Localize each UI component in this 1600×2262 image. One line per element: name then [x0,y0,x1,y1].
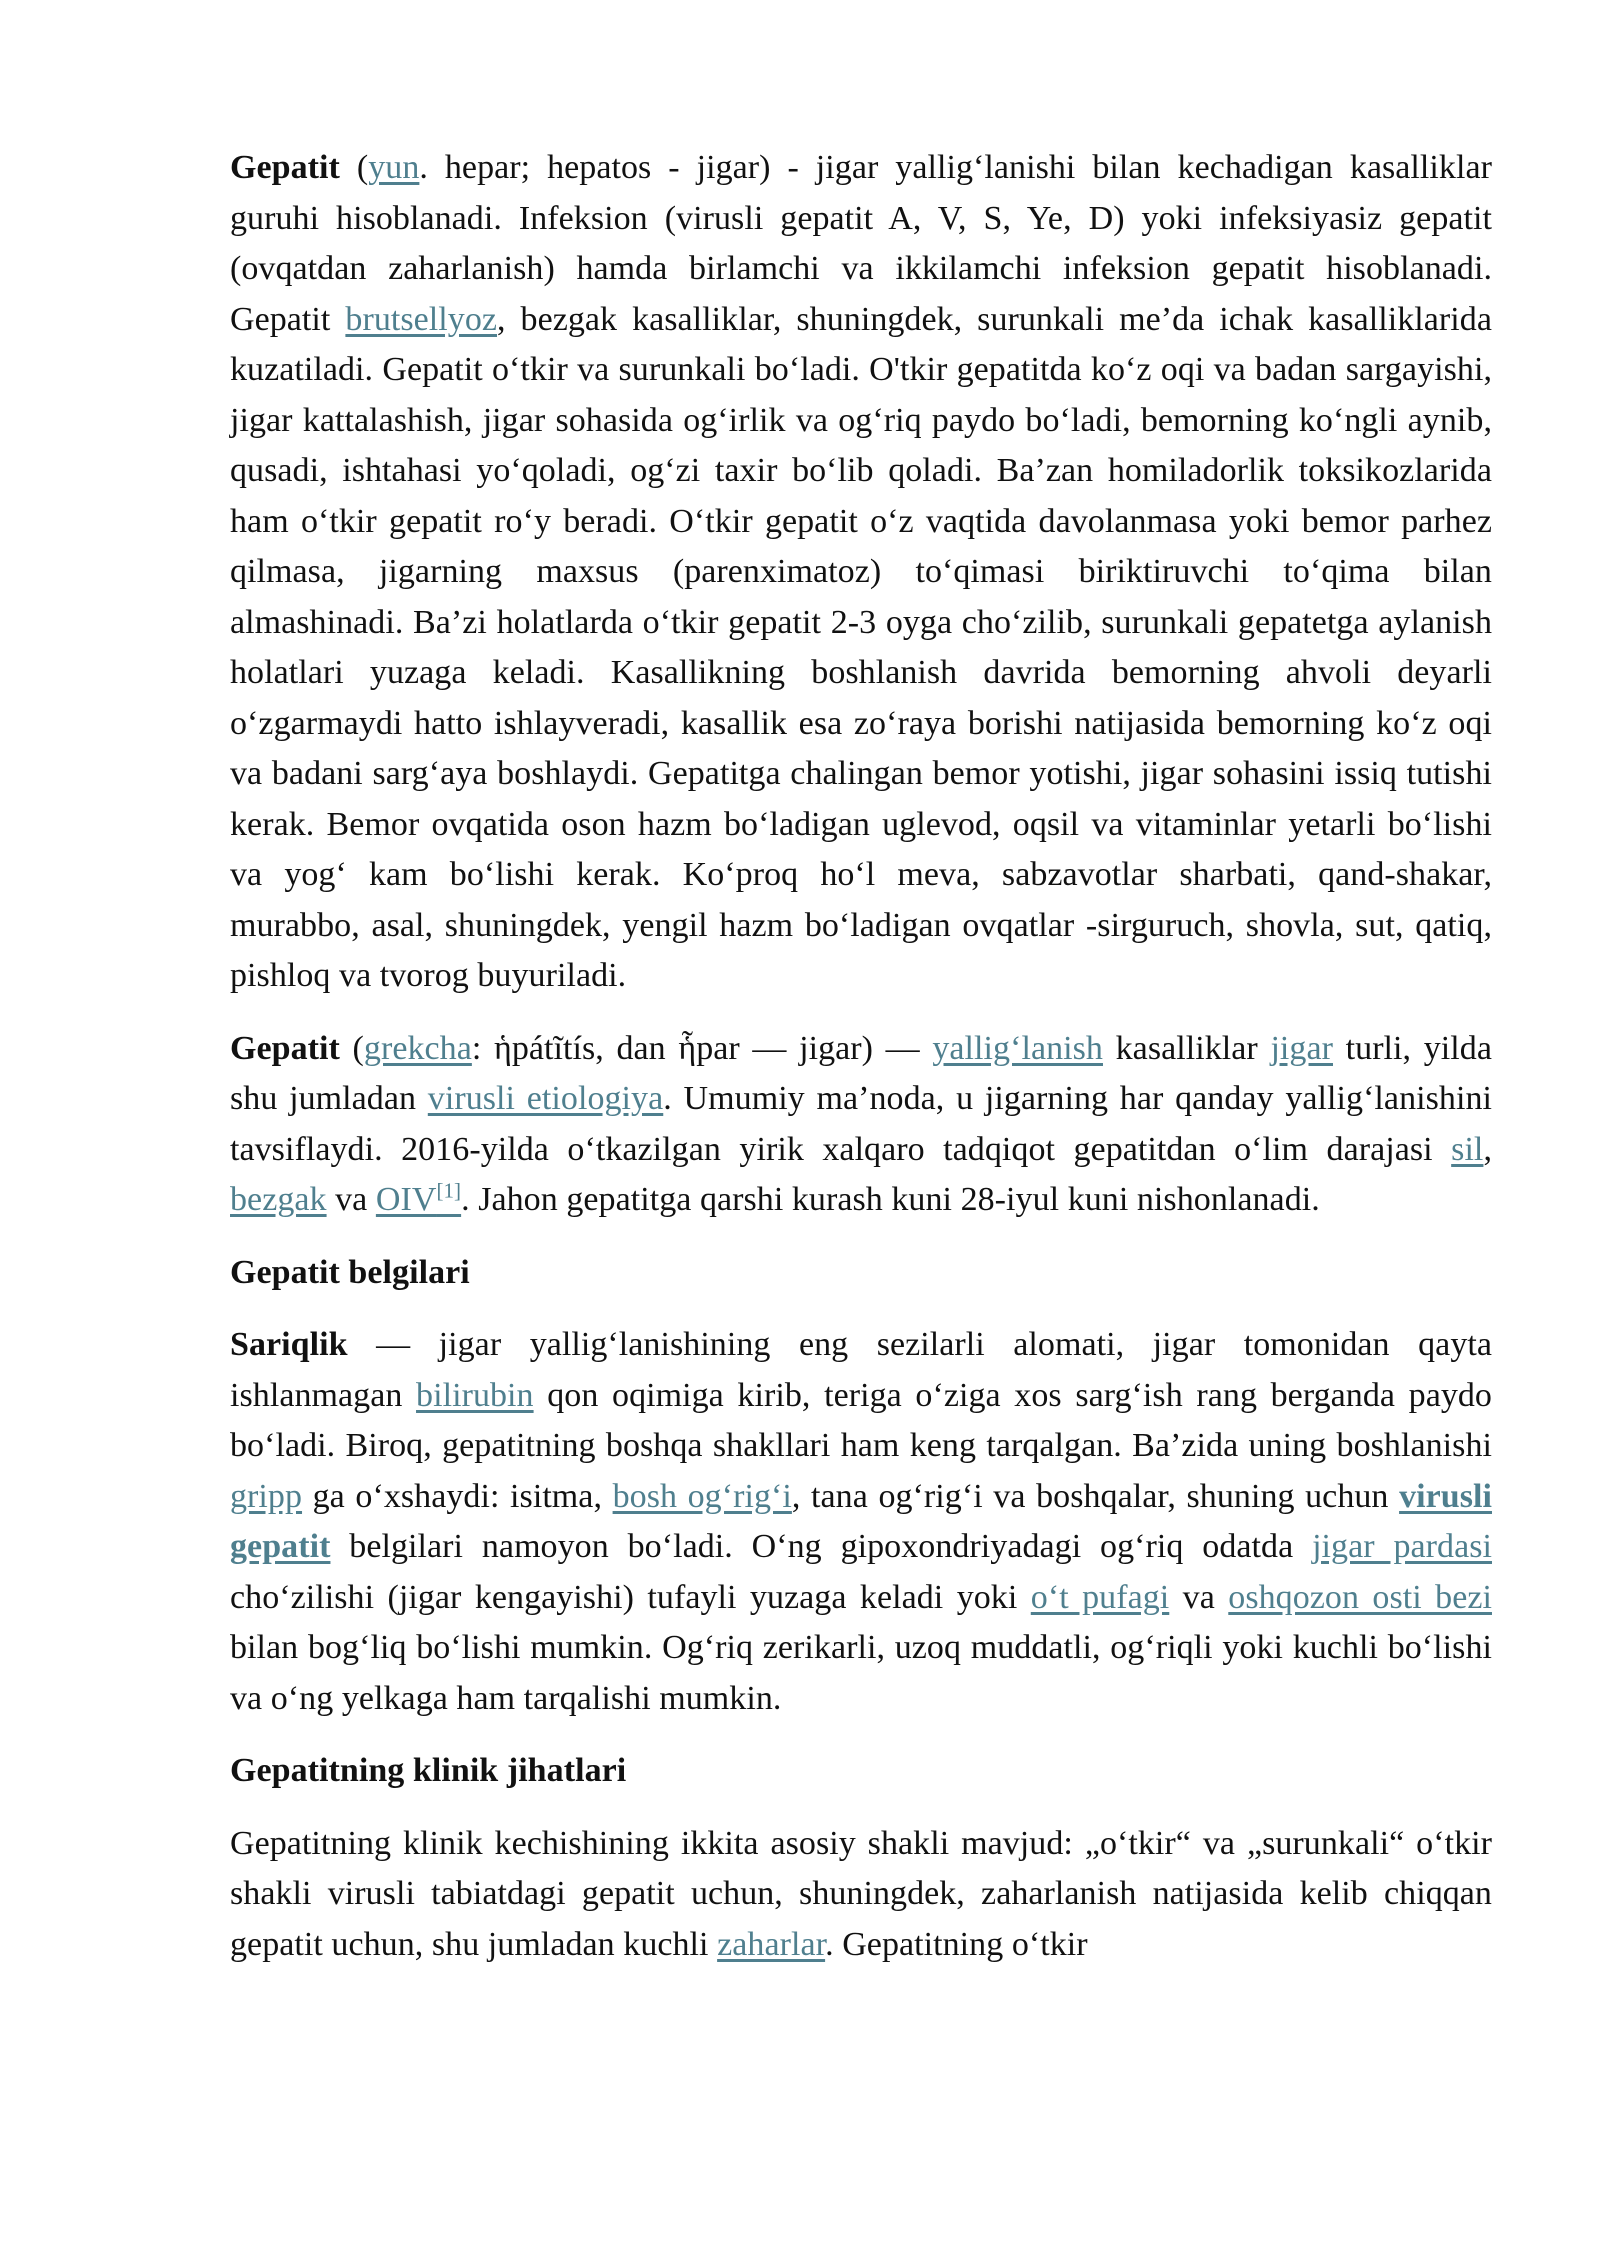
link-ot-pufagi[interactable]: o‘t pufagi [1030,1578,1170,1616]
text-run: ga o‘xshaydi: isitma, [302,1477,613,1515]
section-heading-klinik: Gepatitning klinik jihatlari [230,1752,627,1789]
text-run: va [1169,1578,1229,1616]
term-bold: Sariqlik [230,1326,348,1363]
text-run: ( [339,1029,364,1067]
link-bosh-ogrigi[interactable]: bosh og‘rig‘i [612,1477,792,1515]
link-gripp[interactable]: gripp [230,1477,303,1515]
link-oiv[interactable] [375,1178,462,1218]
text-run: qon oqimiga kirib, teriga o‘ziga xos sarg‘ish rang berganda paydo bo‘ladi. Biroq, gepatitning boshqa shakllari ham keng tarqalgan. Ba’zida uning boshlanishi [230,1376,1492,1464]
link-yalliglanish[interactable]: yallig‘lanish [932,1029,1103,1067]
link-jigar-pardasi[interactable]: jigar pardasi [1312,1528,1492,1565]
link-sil[interactable]: sil [1451,1130,1484,1168]
term-bold: Gepatit [230,149,340,186]
text-run: Gepatitning klinik kechishining ikkita asosiy shakli mavjud: „o‘tkir“ va „surunkali“ o‘tkir shakli virusli tabiatdagi gepatit uchun, shuningdek, zaharlanish natijasida kelib chiqqan gepatit uchun, shu jumladan kuchli [230,1824,1492,1963]
link-jigar[interactable]: jigar [1270,1029,1333,1067]
link-bilirubin[interactable]: bilirubin [416,1376,534,1414]
text-run: va [326,1181,376,1218]
text-run: , [1483,1130,1492,1168]
reference-marker: [1] [436,1178,462,1203]
text-run: . hepar; hepatos - jigar) - jigar yallig‘lanishi bilan kechadigan kasalliklar guruhi hisoblanadi. Infeksion (virusli gepatit A, V, S, Ye, D) yoki infeksiyasiz gepatit (ovqatdan zaharlanish) hamda birlamchi va ikkilamchi infeksion gepatit hisoblanadi. Gepatit [230,149,1492,338]
text-run: bilan bog‘liq bo‘lishi mumkin. Og‘riq zerikarli, uzoq muddatli, og‘riqli yoki kuchli bo‘lishi va o‘ng yelkaga ham tarqalishi mumkin. [230,1629,1492,1717]
text-run: — jigar yallig‘lanishining eng sezilarli alomati, jigar tomonidan qayta ishlanmagan [230,1326,1492,1414]
link-oshqozon-osti-bezi[interactable]: oshqozon osti bezi [1228,1578,1492,1616]
text-run: kasalliklar [1102,1029,1271,1067]
link-yun[interactable]: yun [368,149,420,186]
document-page [230,143,1492,1992]
text-run: : ἡpátĩtís, dan ἧpar — jigar) — [471,1029,933,1067]
text-run: ( [339,149,369,186]
text-run: cho‘zilishi (jigar kengayishi) tufayli yuzaga keladi yoki [230,1578,1031,1616]
text-run: . Jahon gepatitga qarshi kurash kuni 28-iyul kuni nishonlanadi. [461,1181,1320,1218]
link-bezgak[interactable]: bezgak [230,1181,327,1218]
text-run: . Umumiy ma’noda, u jigarning har qanday yallig‘lanishini tavsiflaydi. 2016-yilda o‘tkazilgan yirik xalqaro tadqiqot gepatitdan o‘lim darajasi [230,1080,1492,1168]
text-run: . Gepatitning o‘tkir [825,1925,1088,1963]
text-run: , tana og‘rig‘i va boshqalar, shuning uchun [791,1477,1400,1515]
paragraph-sariqlik [230,1320,1492,1724]
text-run: belgilari namoyon bo‘ladi. O‘ng gipoxondriyadagi og‘riq odatda [330,1528,1313,1565]
section-heading-belgilari: Gepatit belgilari [230,1253,470,1291]
link-virusli-etiologiya[interactable]: virusli etiologiya [427,1080,664,1117]
link-virusli-gepatit[interactable]: virusli gepatit [230,1477,1492,1565]
link-oiv-label: OIV [375,1181,437,1218]
link-brutsellyoz[interactable]: brutsellyoz [345,300,498,338]
text-run: turli, yilda shu jumladan [230,1029,1492,1117]
link-grekcha[interactable]: grekcha [363,1029,472,1067]
text-run: , bezgak kasalliklar, shuningdek, surunkali me’da ichak kasalliklarida kuzatiladi. Gepatit o‘tkir va surunkali bo‘ladi. O'tkir gepatitda ko‘z oqi va badan sargayishi, jigar kattalashish, jigar sohasida og‘irlik va og‘riq paydo bo‘ladi, bemorning ko‘ngli aynib, qusadi, ishtahasi yo‘qoladi, og‘zi taxir bo‘lib qoladi. Ba’zan homiladorlik toksikozlarida ham o‘tkir gepatit ro‘y beradi. O‘tkir gepatit o‘z vaqtida davolanmasa yoki bemor parhez qilmasa, jigarning maxsus (parenximatoz) to‘qimasi biriktiruvchi to‘qima bilan almashinadi. Ba’zi holatlarda o‘tkir gepatit 2-3 oyga cho‘zilib, surunkali gepatetga aylanish holatlari yuzaga keladi. Kasallikning boshlanish davrida bemorning ahvoli deyarli o‘zgarmaydi hatto ishlayveradi, kasallik esa zo‘raya borishi natijasida bemorning ko‘z oqi va badani sarg‘aya boshlaydi. Gepatitga chalingan bemor yotishi, jigar sohasini issiq tutishi kerak. Bemor ovqatida oson hazm bo‘ladigan uglevod, oqsil va vitaminlar yetarli bo‘lishi va yog‘ kam bo‘lishi kerak. Ko‘proq ho‘l meva, sabzavotlar sharbati, qand-shakar, murabbo, asal, shuningdek, yengil hazm bo‘ladigan ovqatlar -sirguruch, shovla, sut, qatiq, pishloq va tvorog buyuriladi. [230,300,1492,994]
term-bold: Gepatit [230,1029,340,1067]
link-zaharlar[interactable]: zaharlar [717,1925,826,1963]
paragraph-klinik [230,1819,1492,1971]
paragraph-definition [230,1024,1492,1226]
paragraph-intro [230,143,1492,1002]
